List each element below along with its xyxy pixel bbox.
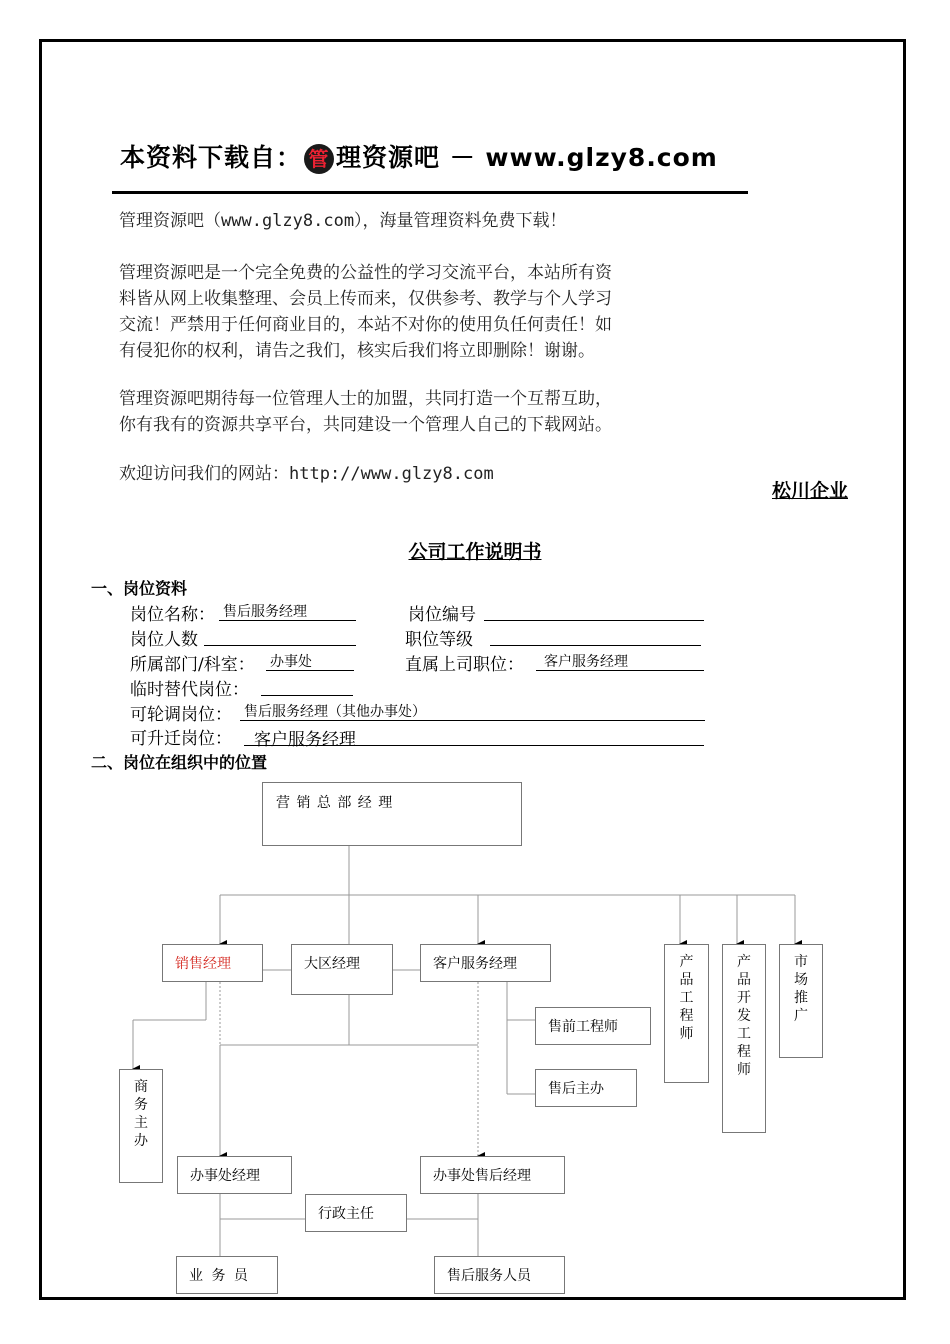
org-box-business-lead (119, 1069, 163, 1183)
org-box-cs-manager: 客户服务经理 (420, 944, 551, 982)
org-box-office-aftersales-manager: 办事处售后经理 (420, 1156, 565, 1194)
dept-value: 办事处 (266, 651, 354, 671)
banner-suffix: 理资源吧 － www.glzy8.com (336, 143, 718, 172)
org-box-product-dev-label: 产品开发工程师 (737, 954, 751, 1078)
banner-prefix: 本资料下载自： (120, 143, 303, 172)
org-box-sales-manager: 销售经理 (162, 944, 263, 982)
section-heading-2: 二、岗位在组织中的位置 (91, 753, 268, 772)
grade-label: 职位等级 (405, 630, 473, 650)
logo-icon: 管 (304, 144, 334, 174)
intro-para2-line: 交流！严禁用于任何商业目的，本站不对你的使用负任何责任！如 (119, 315, 612, 335)
substitute-label: 临时替代岗位： (130, 680, 249, 700)
dept-label: 所属部门/科室： (130, 655, 255, 675)
promotion-value: 客户服务经理 (244, 725, 704, 746)
position-name-value: 售后服务经理 (219, 601, 356, 621)
org-box-region-manager: 大区经理 (291, 944, 393, 995)
rotation-label: 可轮调岗位： (130, 705, 232, 725)
visit-link-text[interactable]: 欢迎访问我们的网站：http://www.glzy8.com (119, 464, 494, 484)
intro-para2-line: 管理资源吧是一个完全免费的公益性的学习交流平台，本站所有资 (119, 263, 612, 283)
document-title: 公司工作说明书 (408, 541, 542, 563)
org-box-marketing-promo (779, 944, 823, 1058)
intro-line1: 管理资源吧（www.glzy8.com），海量管理资料免费下载！ (119, 211, 567, 231)
intro-para3-line: 管理资源吧期待每一位管理人士的加盟，共同打造一个互帮互助， (119, 389, 612, 409)
org-box-admin-lead: 行政主任 (305, 1194, 407, 1232)
position-name-label: 岗位名称： (130, 605, 215, 625)
section-heading-1: 一、岗位资料 (91, 579, 188, 598)
org-box-presales-engineer: 售前工程师 (535, 1007, 651, 1045)
org-box-aftersales-staff: 售后服务人员 (434, 1256, 565, 1294)
rotation-value: 售后服务经理（其他办事处） (240, 701, 705, 721)
superior-value: 客户服务经理 (536, 651, 704, 671)
company-name: 松川企业 (771, 480, 848, 502)
org-box-office-manager: 办事处经理 (177, 1156, 292, 1194)
org-box-business-lead-label: 商务主办 (134, 1079, 148, 1149)
org-box-marketing-gm: 营 销 总 部 经 理 (262, 782, 522, 846)
org-box-marketing-promo-label: 市场推广 (794, 954, 808, 1024)
org-box-product-engineer (664, 944, 709, 1083)
superior-label: 直属上司职位： (405, 655, 524, 675)
org-box-salesman: 业 务 员 (176, 1256, 278, 1294)
intro-para2-line: 料皆从网上收集整理、会员上传而来，仅供参考、教学与个人学习 (119, 289, 612, 309)
org-box-product-dev-engineer (722, 944, 766, 1133)
intro-para3-line: 你有我有的资源共享平台，共同建设一个管理人自己的下载网站。 (119, 415, 612, 435)
position-code-label: 岗位编号 (408, 605, 476, 625)
headcount-label: 岗位人数 (130, 630, 198, 650)
org-box-product-engineer-label: 产品工程师 (679, 954, 694, 1042)
org-box-aftersales-lead: 售后主办 (535, 1069, 637, 1107)
promotion-label: 可升迁岗位： (130, 729, 232, 749)
intro-para2-line: 有侵犯你的权利，请告之我们，核实后我们将立即删除！谢谢。 (119, 341, 595, 361)
